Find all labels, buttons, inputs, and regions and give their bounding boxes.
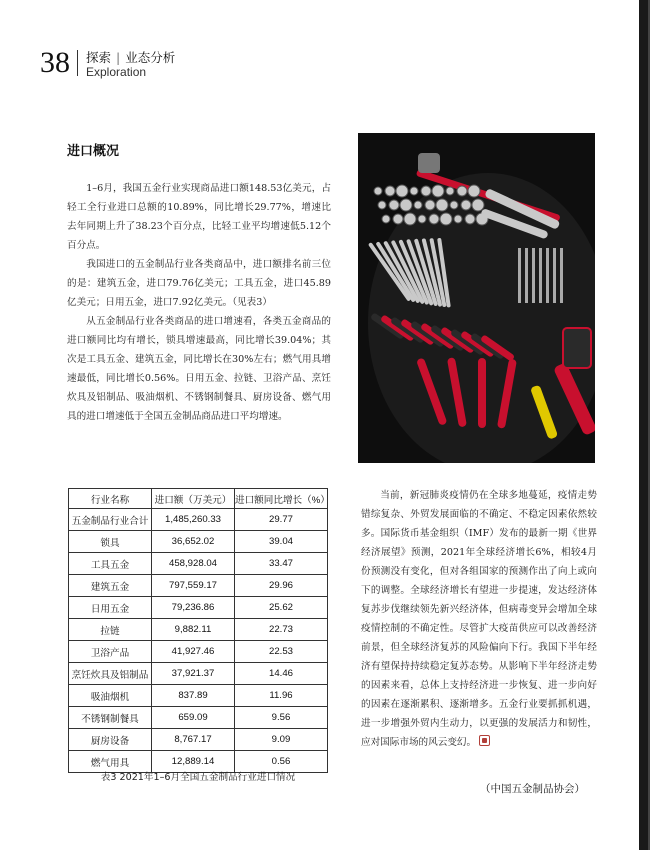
socket-5 <box>432 185 444 197</box>
table-row <box>69 707 328 729</box>
socket-18 <box>382 215 390 223</box>
table-header-row <box>69 489 328 509</box>
paragraph: 我国进口的五金制品行业各类商品中，进口额排名前三位的是：建筑五金，进口79.76亿美元；工具五金，进口45.89亿美元；日用五金，进口7.92亿美元。（见表3） <box>67 259 331 308</box>
table-cell: 14.46 <box>235 663 328 685</box>
subsection-title: 业态分析 <box>125 50 176 65</box>
socket-2 <box>396 185 408 197</box>
socket-25 <box>465 214 475 224</box>
socket-6 <box>446 187 454 195</box>
paragraph <box>361 486 597 752</box>
table-cell: 日用五金 <box>69 597 152 619</box>
section-label <box>86 48 175 66</box>
paragraph: 从五金制品行业各类商品的进口增速看，各类五金商品的进口额同比均有增长，锁具增速最高，同比增长39.04%；其次是工具五金、建筑五金，同比增长在30%左右；燃气用具增速最低，同比增长0.56%。日用五金、拉链、卫浴产品、烹饪炊具及铝制品、吸油烟机、不锈钢制餐具、厨房设备、燃气用具的进口增速低于全国五金制品商品进口平均增速。 <box>67 316 331 422</box>
hex-key-4 <box>546 248 549 303</box>
table-row <box>69 509 328 531</box>
table-cell: 建筑五金 <box>69 575 152 597</box>
table-row <box>69 619 328 641</box>
socket-0 <box>374 187 382 195</box>
table-cell: 12,889.14 <box>152 751 235 773</box>
table-cell: 锁具 <box>69 531 152 553</box>
table-cell: 33.47 <box>235 553 328 575</box>
table-cell: 29.77 <box>235 509 328 531</box>
plier-grip-2 <box>478 358 486 428</box>
hex-key-1 <box>525 248 528 303</box>
table-row <box>69 597 328 619</box>
table-cell: 吸油烟机 <box>69 685 152 707</box>
table-row <box>69 685 328 707</box>
table-cell: 卫浴产品 <box>69 641 152 663</box>
socket-22 <box>429 214 439 224</box>
table-row <box>69 575 328 597</box>
header-divider <box>77 50 78 76</box>
socket-23 <box>440 213 452 225</box>
socket-15 <box>450 201 458 209</box>
table-cell: 拉链 <box>69 619 152 641</box>
socket-10 <box>389 200 399 210</box>
table-row <box>69 729 328 751</box>
socket-4 <box>421 186 431 196</box>
table-cell: 41,927.46 <box>152 641 235 663</box>
hex-key-0 <box>518 248 521 303</box>
socket-3 <box>410 187 418 195</box>
page-edge-strip <box>639 0 650 850</box>
hex-key-3 <box>539 248 542 303</box>
right-column-text <box>361 486 597 752</box>
table-cell: 39.04 <box>235 531 328 553</box>
table-cell: 1,485,260.33 <box>152 509 235 531</box>
socket-1 <box>385 186 395 196</box>
column-header: 进口额（万美元） <box>152 489 235 509</box>
table-row <box>69 641 328 663</box>
table-row <box>69 663 328 685</box>
tool-set-illustration <box>358 133 595 463</box>
left-column-text <box>67 179 331 426</box>
socket-12 <box>414 201 422 209</box>
column-header: 行业名称 <box>69 489 152 509</box>
table-cell: 36,652.02 <box>152 531 235 553</box>
paragraph-text: 当前，新冠肺炎疫情仍在全球多地蔓延，疫情走势错综复杂、外贸发展面临的不确定、不稳定因素依然较多。国际货币基金组织（IMF）发布的最新一期《世界经济展望》预测，2021年全球经济增长6%，相较4月份预测没有变化，但对各组国家的预测作出了向上或向下的调整。全球经济增长有望进一步提速，发达经济体复苏步伐继续领先新兴经济体，但病毒变异会增加全球疫情控制的不确定性。尽管扩大疫苗供应可以改善经济前景，但全球经济复苏的风险偏向下行。我国下半年经济有望保持持续稳定复苏态势。从影响下半年经济走势的因素来看，总体上支持经济进一步恢复、进一步向好的因素在逐渐累积、逐渐增多。五金行业要抓抓机遇，进一步增强外贸内生动力，以更强的发展活力和韧性，应对国际市场的风云变幻。 <box>361 490 597 748</box>
hex-key-5 <box>553 248 556 303</box>
hex-key-2 <box>532 248 535 303</box>
table-cell: 37,921.37 <box>152 663 235 685</box>
table-cell: 25.62 <box>235 597 328 619</box>
hammer-head <box>418 153 440 173</box>
socket-11 <box>400 199 412 211</box>
table-row <box>69 553 328 575</box>
hex-key-6 <box>560 248 563 303</box>
column-header: 进口额同比增长（%） <box>235 489 328 509</box>
section-title-en: Exploration <box>86 65 147 79</box>
table-cell: 659.09 <box>152 707 235 729</box>
table-cell: 工具五金 <box>69 553 152 575</box>
table-cell: 燃气用具 <box>69 751 152 773</box>
paragraph: 1–6月，我国五金行业实现商品进口额148.53亿美元，占轻工全行业进口总额的10.89%，同比增长29.77%，增速比去年同期上升了38.23个百分点，比轻工业平均增速低5.12个百分点。 <box>67 183 331 251</box>
article-source: （中国五金制品协会） <box>480 783 585 795</box>
table-cell: 79,236.86 <box>152 597 235 619</box>
table-cell: 不锈钢制餐具 <box>69 707 152 729</box>
table-row <box>69 531 328 553</box>
table-cell: 厨房设备 <box>69 729 152 751</box>
socket-24 <box>454 215 462 223</box>
socket-9 <box>378 201 386 209</box>
table-cell: 11.96 <box>235 685 328 707</box>
socket-19 <box>393 214 403 224</box>
table-cell: 8,767.17 <box>152 729 235 751</box>
table-cell: 458,928.04 <box>152 553 235 575</box>
section-title: 探索 <box>86 50 112 65</box>
end-mark-icon <box>479 735 490 746</box>
article-heading: 进口概况 <box>67 144 120 159</box>
table-cell: 0.56 <box>235 751 328 773</box>
tool-set-photo <box>358 133 595 463</box>
socket-21 <box>418 215 426 223</box>
socket-16 <box>461 200 471 210</box>
table-cell: 29.96 <box>235 575 328 597</box>
section-separator: | <box>116 50 121 65</box>
table-cell: 烹饪炊具及铝制品 <box>69 663 152 685</box>
socket-14 <box>436 199 448 211</box>
table-caption: 表3 2021年1–6月全国五金制品行业进口情况 <box>100 772 296 783</box>
table-cell: 9.09 <box>235 729 328 751</box>
import-data-table <box>68 488 328 773</box>
table-cell: 22.53 <box>235 641 328 663</box>
table-cell: 22.73 <box>235 619 328 641</box>
socket-13 <box>425 200 435 210</box>
socket-17 <box>472 199 484 211</box>
table-cell: 837.89 <box>152 685 235 707</box>
table-cell: 五金制品行业合计 <box>69 509 152 531</box>
socket-8 <box>468 185 480 197</box>
socket-7 <box>457 186 467 196</box>
page-number: 38 <box>40 46 70 79</box>
table-cell: 9.56 <box>235 707 328 729</box>
table-cell: 797,559.17 <box>152 575 235 597</box>
table-cell: 9,882.11 <box>152 619 235 641</box>
socket-20 <box>404 213 416 225</box>
tape-measure <box>563 328 591 368</box>
